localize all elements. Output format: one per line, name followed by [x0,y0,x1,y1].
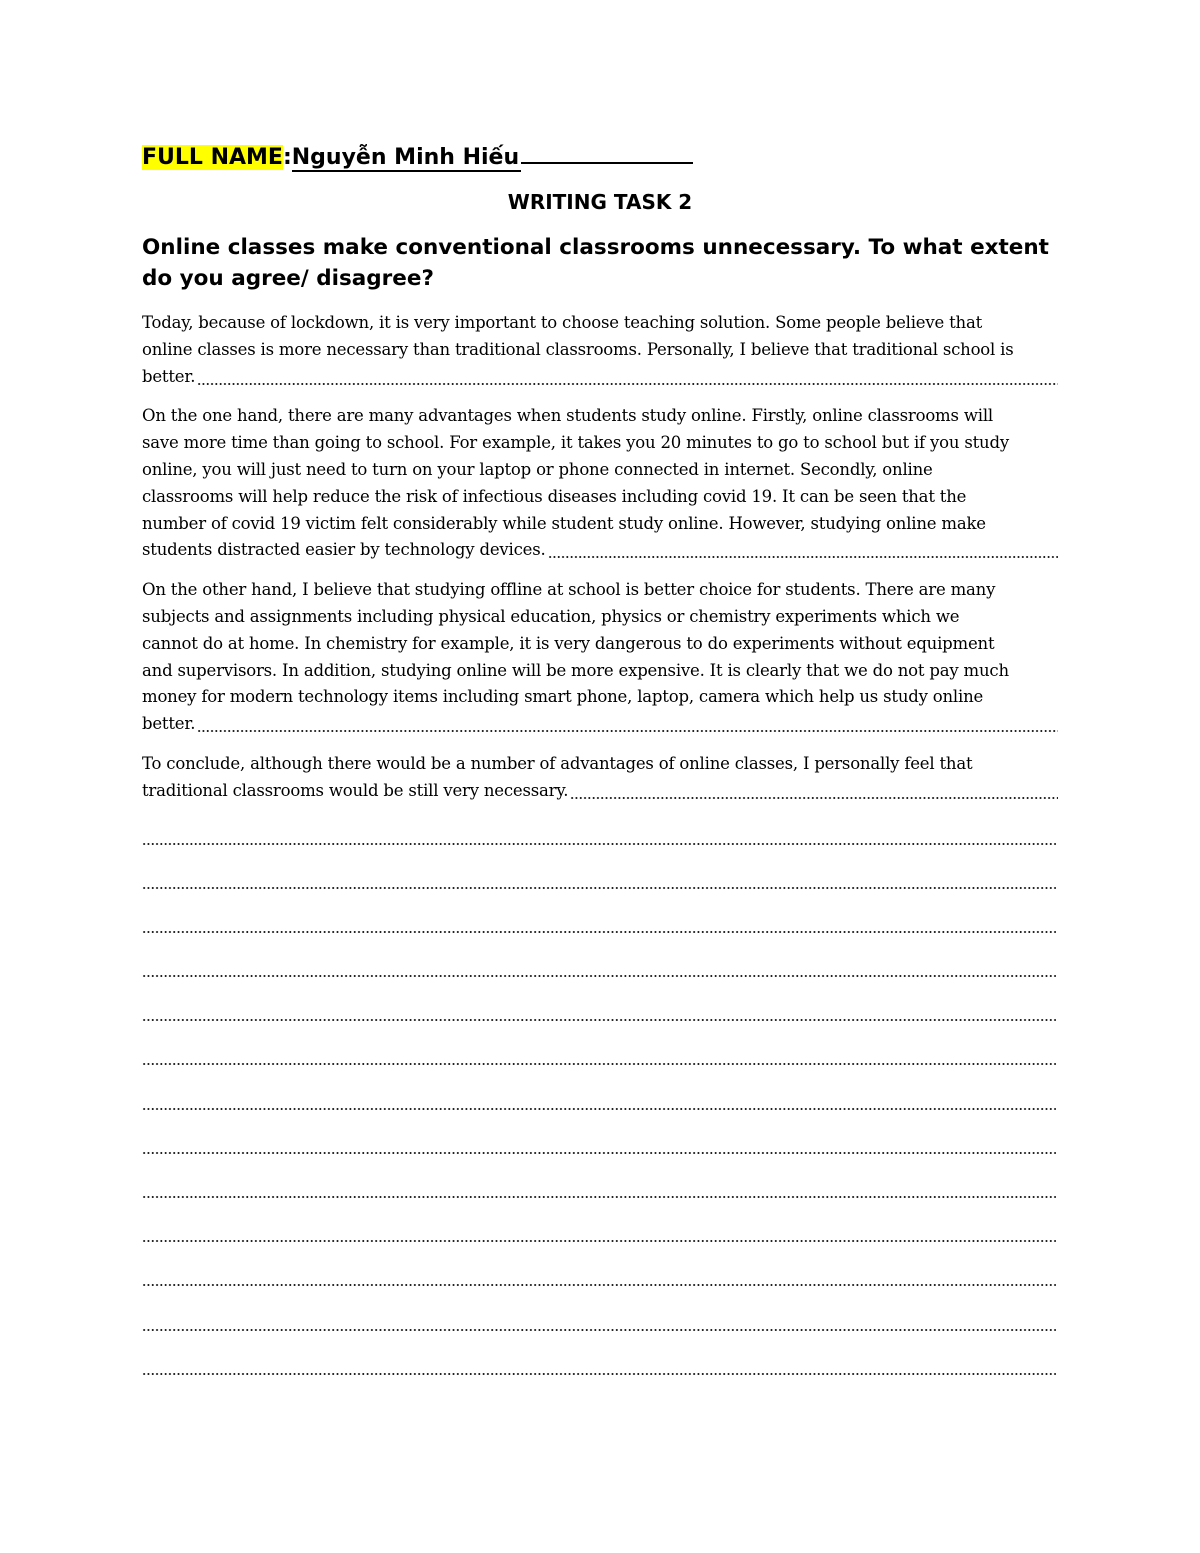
dotted-leader [548,537,1058,564]
dotted-leader [142,1000,1056,1026]
essay-paragraph [142,577,1058,738]
dotted-leader [142,912,1056,938]
dotted-writing-line [142,1089,1058,1133]
paragraph-line: On the one hand, there are many advantages when students study online. Firstly, online classrooms will [142,406,993,426]
paragraph-line [142,711,1058,738]
paragraph-line-text: traditional classrooms would be still very necessary. [142,780,569,800]
paragraph-line: online classes is more necessary than traditional classrooms. Personally, I believe that traditional school is [142,339,1014,359]
dotted-writing-line [142,1310,1058,1354]
dotted-writing-line [142,1354,1058,1398]
dotted-leader [142,1177,1056,1203]
paragraph-line-text: students distracted easier by technology devices. [142,540,546,560]
dotted-leader [197,364,1058,391]
dotted-writing-line [142,1177,1058,1221]
dotted-leader [142,1221,1056,1247]
dotted-writing-line [142,1133,1058,1177]
dotted-leader [142,1089,1056,1115]
paragraph-line-text: better. [142,714,196,734]
dotted-leader [142,824,1056,850]
dotted-writing-line [142,1000,1058,1044]
dotted-writing-line [142,1265,1058,1309]
paragraph-line: subjects and assignments including physical education, physics or chemistry experiments which we [142,606,960,626]
paragraph-line [142,778,1058,805]
full-name-separator: : [282,145,292,170]
full-name-line [142,140,1058,172]
dotted-writing-line [142,868,1058,912]
paragraph-line: Today, because of lockdown, it is very important to choose teaching solution. Some people believe that [142,313,983,332]
paragraph-line: and supervisors. In addition, studying online will be more expensive. It is clearly that we do not pay much [142,660,1009,680]
dotted-leader [142,1133,1056,1159]
dotted-writing-line [142,1221,1058,1265]
dotted-leader [142,1265,1056,1291]
dotted-leader [142,1354,1056,1380]
full-name-label: FULL NAME [142,145,283,170]
dotted-writing-line [142,956,1058,1000]
paragraph-line-text: better. [142,366,196,386]
paragraph-line: save more time than going to school. For example, it takes you 20 minutes to go to school but if you study [142,433,1009,453]
dotted-leader [142,956,1056,982]
paragraph-line: number of covid 19 victim felt considerably while student study online. However, studying online make [142,513,986,533]
paragraph-line: classrooms will help reduce the risk of infectious diseases including covid 19. It can be seen that the [142,486,967,506]
essay-paragraph [142,403,1058,564]
paragraph-line [142,537,1058,564]
essay-paragraph [142,310,1058,390]
dotted-writing-line [142,912,1058,956]
dotted-leader [197,711,1058,738]
dotted-leader [142,1044,1056,1070]
paragraph-line: On the other hand, I believe that studying offline at school is better choice for students. There are many [142,580,996,600]
essay-paragraph [142,751,1058,805]
full-name-underline [521,140,693,164]
dotted-writing-line [142,824,1058,868]
dotted-writing-line [142,1044,1058,1088]
paragraph-line [142,364,1058,391]
essay-body [142,310,1058,805]
paragraph-line: online, you will just need to turn on your laptop or phone connected in internet. Secondly, online [142,459,933,479]
full-name-value: Nguyễn Minh Hiếu [291,145,520,170]
paragraph-line: money for modern technology items including smart phone, laptop, camera which help us study online [142,687,984,707]
dotted-leader [570,778,1058,805]
essay-prompt: Online classes make conventional classrooms unnecessary. To what extent do you agree/ disagree? [142,235,1049,291]
document-content [142,140,1058,1398]
dotted-leader [142,868,1056,894]
paragraph-line: cannot do at home. In chemistry for example, it is very dangerous to do experiments without equipment [142,633,995,653]
paragraph-line: To conclude, although there would be a number of advantages of online classes, I personally feel that [142,753,973,773]
blank-writing-lines [142,824,1058,1398]
task-title: WRITING TASK 2 [507,190,693,214]
dotted-leader [142,1310,1056,1336]
